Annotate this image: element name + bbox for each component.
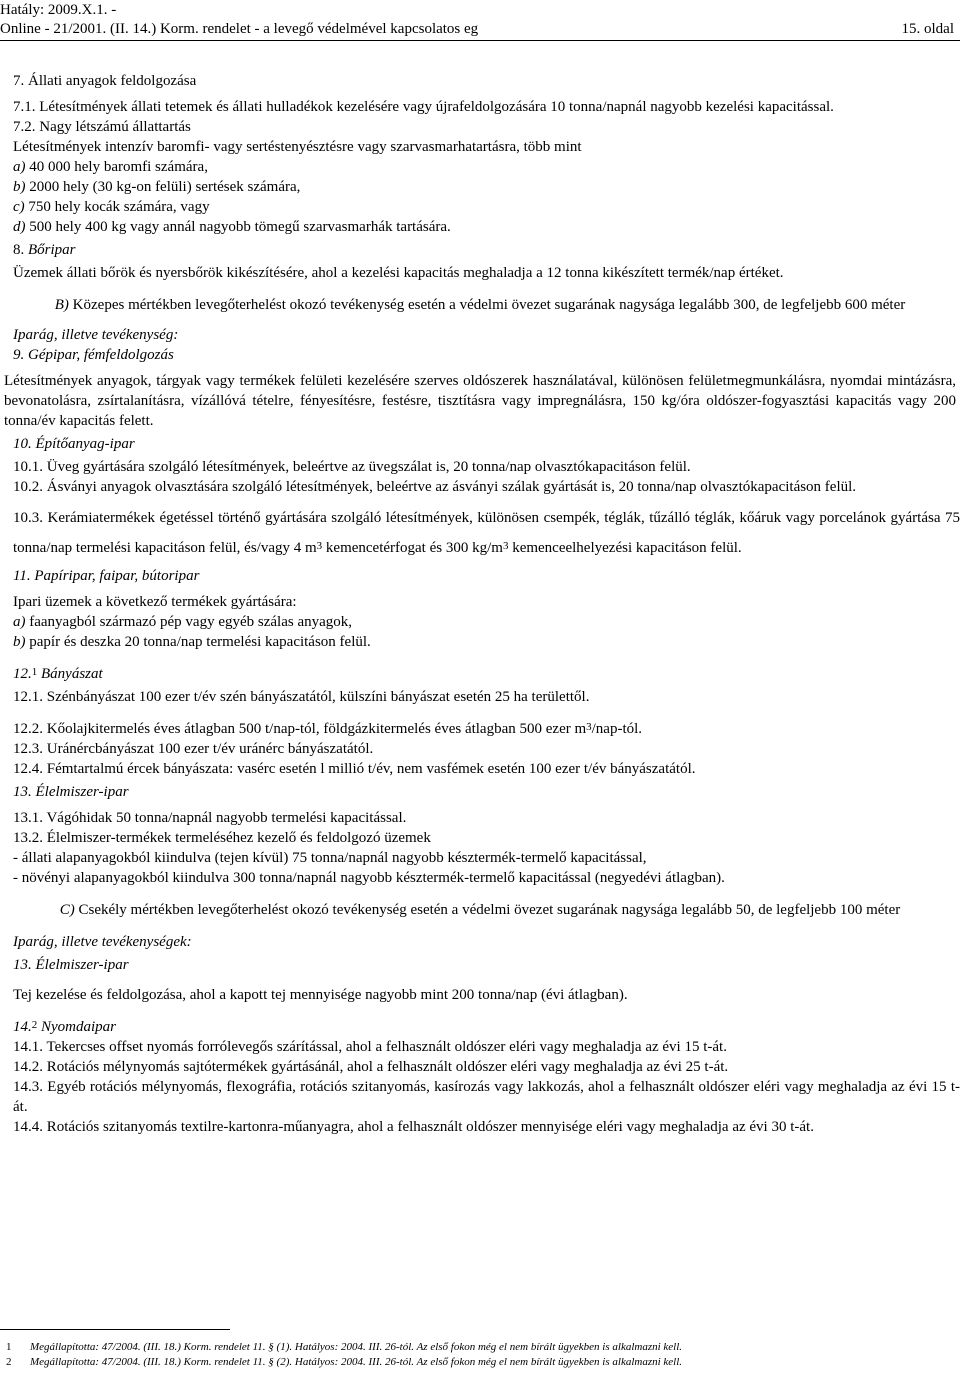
footnote-rule	[0, 1329, 230, 1330]
list-item: - állati alapanyagokból kiindulva (tejen kívül) 75 tonna/napnál nagyobb késztermék-termelő kapacitással,	[13, 850, 647, 866]
section-C13-text: Tej kezelése és feldolgozása, ahol a kapott tej mennyisége nagyobb mint 200 tonna/nap (évi átlagban).	[13, 987, 628, 1003]
list-item: d) 500 hely 400 kg vagy annál nagyobb tömegű szarvasmarhák tartására.	[13, 219, 451, 235]
section-7-heading: 7. Állati anyagok feldolgozása	[13, 73, 197, 89]
section-11-heading: 11. Papíripar, faipar, bútoripar	[13, 568, 200, 584]
section-9-heading: 9. Gépipar, fémfeldolgozás	[13, 347, 174, 363]
footnote-ref-1[interactable]: 1	[31, 666, 38, 678]
section-7-1: 7.1. Létesítmények állati tetemek és állati hulladékok kezelésére vagy újrafeldolgozására 10 tonna/napnál nagyobb kezelési kapacitással.	[13, 99, 834, 115]
footnote-ref-2[interactable]: 2	[31, 1019, 38, 1031]
list-item: c) 750 hely kocák számára, vagy	[13, 199, 210, 215]
section-B-subheading: Iparág, illetve tevékenység:	[13, 327, 179, 343]
footnote-2: 2 Megállapította: 47/2004. (III. 18.) Korm. rendelet 11. § (2). Hatályos: 2004. III. 26-tól. Az első fokon még el nem bírált ügyekben is alkalmazni kell.	[6, 1356, 683, 1368]
section-10-3: 10.3. Kerámiatermékek égetéssel történő gyártására szolgáló létesítmények, különösen csempék, téglák, tűzálló téglák, kőáruk vagy porcelánok gyártása 75 tonna/nap termelési kapacitáson felül, és/vagy 4 $m^3$ kemencetérfogat és 300 $kg/m^3$ kemenceelhelyezési kapacitáson felül.	[13, 510, 960, 556]
section-11-intro: Ipari üzemek a következő termékek gyártására:	[13, 594, 297, 610]
section-13-heading: 13. Élelmiszer-ipar	[13, 784, 129, 800]
section-12-4: 12.4. Fémtartalmú ércek bányászata: vasérc esetén l millió t/év, nem vasfémek esetén 100 ezer t/év bányászatától.	[13, 761, 696, 777]
section-14-4: 14.4. Rotációs szitanyomás textilre-kartonra-műanyagra, ahol a felhasznált oldószer mennyisége eléri vagy meghaladja az évi 30 t-át.	[13, 1119, 814, 1135]
list-item: - növényi alapanyagokból kiindulva 300 tonna/napnál nagyobb késztermék-termelő kapacitással (negyedévi átlagban).	[13, 870, 725, 886]
section-7-2-title: 7.2. Nagy létszámú állattartás	[13, 119, 191, 135]
section-12-1: 12.1. Szénbányászat 100 ezer t/év szén bányászatától, külszíni bányászat esetén 25 ha területtől.	[13, 689, 590, 705]
header-title: Online - 21/2001. (II. 14.) Korm. rendelet - a levegő védelmével kapcsolatos eg	[0, 21, 479, 37]
section-14-heading: 14.$^2$ Nyomdaipar	[13, 1019, 116, 1035]
section-12-heading: 12.$^1$ Bányászat	[13, 666, 103, 682]
section-10-2: 10.2. Ásványi anyagok olvasztására szolgáló létesítmények, beleértve az ásványi szálak gyártását is, 20 tonna/nap olvasztókapacitáson felül.	[13, 479, 857, 495]
header-validity: Hatály: 2009.X.1. -	[0, 2, 117, 18]
list-item: a) faanyagból származó pép vagy egyéb szálas anyagok,	[13, 614, 353, 630]
section-8-heading: 8. Bőripar	[13, 242, 76, 258]
section-13-1: 13.1. Vágóhidak 50 tonna/napnál nagyobb termelési kapacitással.	[13, 810, 407, 826]
header-rule	[0, 40, 960, 41]
section-8-text: Üzemek állati bőrök és nyersbőrök kikészítésére, ahol a kezelési kapacitás meghaladja a 12 tonna kikészített termék/nap értéket.	[13, 265, 784, 281]
list-item: b) 2000 hely (30 kg-on felüli) sertések számára,	[13, 179, 301, 195]
section-10-1: 10.1. Üveg gyártására szolgáló létesítmények, beleértve az üvegszálat is, 20 tonna/nap olvasztókapacitáson felül.	[13, 459, 691, 475]
header-page-number: 15. oldal	[901, 21, 954, 37]
section-14-2: 14.2. Rotációs mélynyomás sajtótermékek gyártásánál, ahol a felhasznált oldószer eléri vagy meghaladja az évi 25 t-át.	[13, 1059, 729, 1075]
section-B-heading: B) Közepes mértékben levegőterhelést okozó tevékenység esetén a védelmi övezet sugarának nagysága legalább 300, de legfeljebb 600 méter	[54, 297, 906, 313]
section-12-3: 12.3. Uránércbányászat 100 ezer t/év uránérc bányászatától.	[13, 741, 374, 757]
main-content	[0, 71, 960, 1137]
section-C-heading: C) Csekély mértékben levegőterhelést okozó tevékenység esetén a védelmi övezet sugarának nagysága legalább 50, de legfeljebb 100 méter	[59, 902, 901, 918]
section-10-heading: 10. Építőanyag-ipar	[13, 436, 135, 452]
section-9-text: Létesítmények anyagok, tárgyak vagy termékek felületi kezelésére szerves oldószerek használatával, különösen felületmegmunkálásra, nyomdai mintázásra, bevonatolásra, zsírtalanításra, vízállóvá tételre, fényesítésre, festésre, tisztításra vagy impregnálásra, 150 kg/óra oldószer-fogyasztási kapacitás vagy 200 tonna/év kapacitás felett.	[4, 373, 956, 429]
section-13-2: 13.2. Élelmiszer-termékek termeléséhez kezelő és feldolgozó üzemek	[13, 830, 431, 846]
section-14-3: 14.3. Egyéb rotációs mélynyomás, flexográfia, rotációs szitanyomás, kasírozás vagy lakkozás, ahol a felhasznált oldószer eléri vagy meghaladja az évi 15 t-át.	[13, 1079, 960, 1115]
header-line-1	[0, 0, 960, 20]
section-C-subheading: Iparág, illetve tevékenységek:	[13, 934, 192, 950]
section-7-2-intro: Létesítmények intenzív baromfi- vagy sertéstenyésztésre vagy szarvasmarhatartásra, több mint	[13, 139, 582, 155]
section-C13-heading: 13. Élelmiszer-ipar	[13, 957, 129, 973]
header-line-2	[0, 19, 960, 39]
list-item: a) 40 000 hely baromfi számára,	[13, 159, 208, 175]
list-item: b) papír és deszka 20 tonna/nap termelési kapacitáson felül.	[13, 634, 371, 650]
section-12-2: 12.2. Kőolajkitermelés éves átlagban 500 t/nap-tól, földgázkitermelés éves átlagban 500 ezer $m^3/nap$-tól.	[13, 721, 643, 737]
footnote-1: 1 Megállapította: 47/2004. (III. 18.) Korm. rendelet 11. § (1). Hatályos: 2004. III. 26-tól. Az első fokon még el nem bírált ügyekben is alkalmazni kell.	[6, 1341, 683, 1353]
section-14-1: 14.1. Tekercses offset nyomás forrólevegős szárítással, ahol a felhasznált oldószer eléri vagy meghaladja az évi 15 t-át.	[13, 1039, 727, 1055]
